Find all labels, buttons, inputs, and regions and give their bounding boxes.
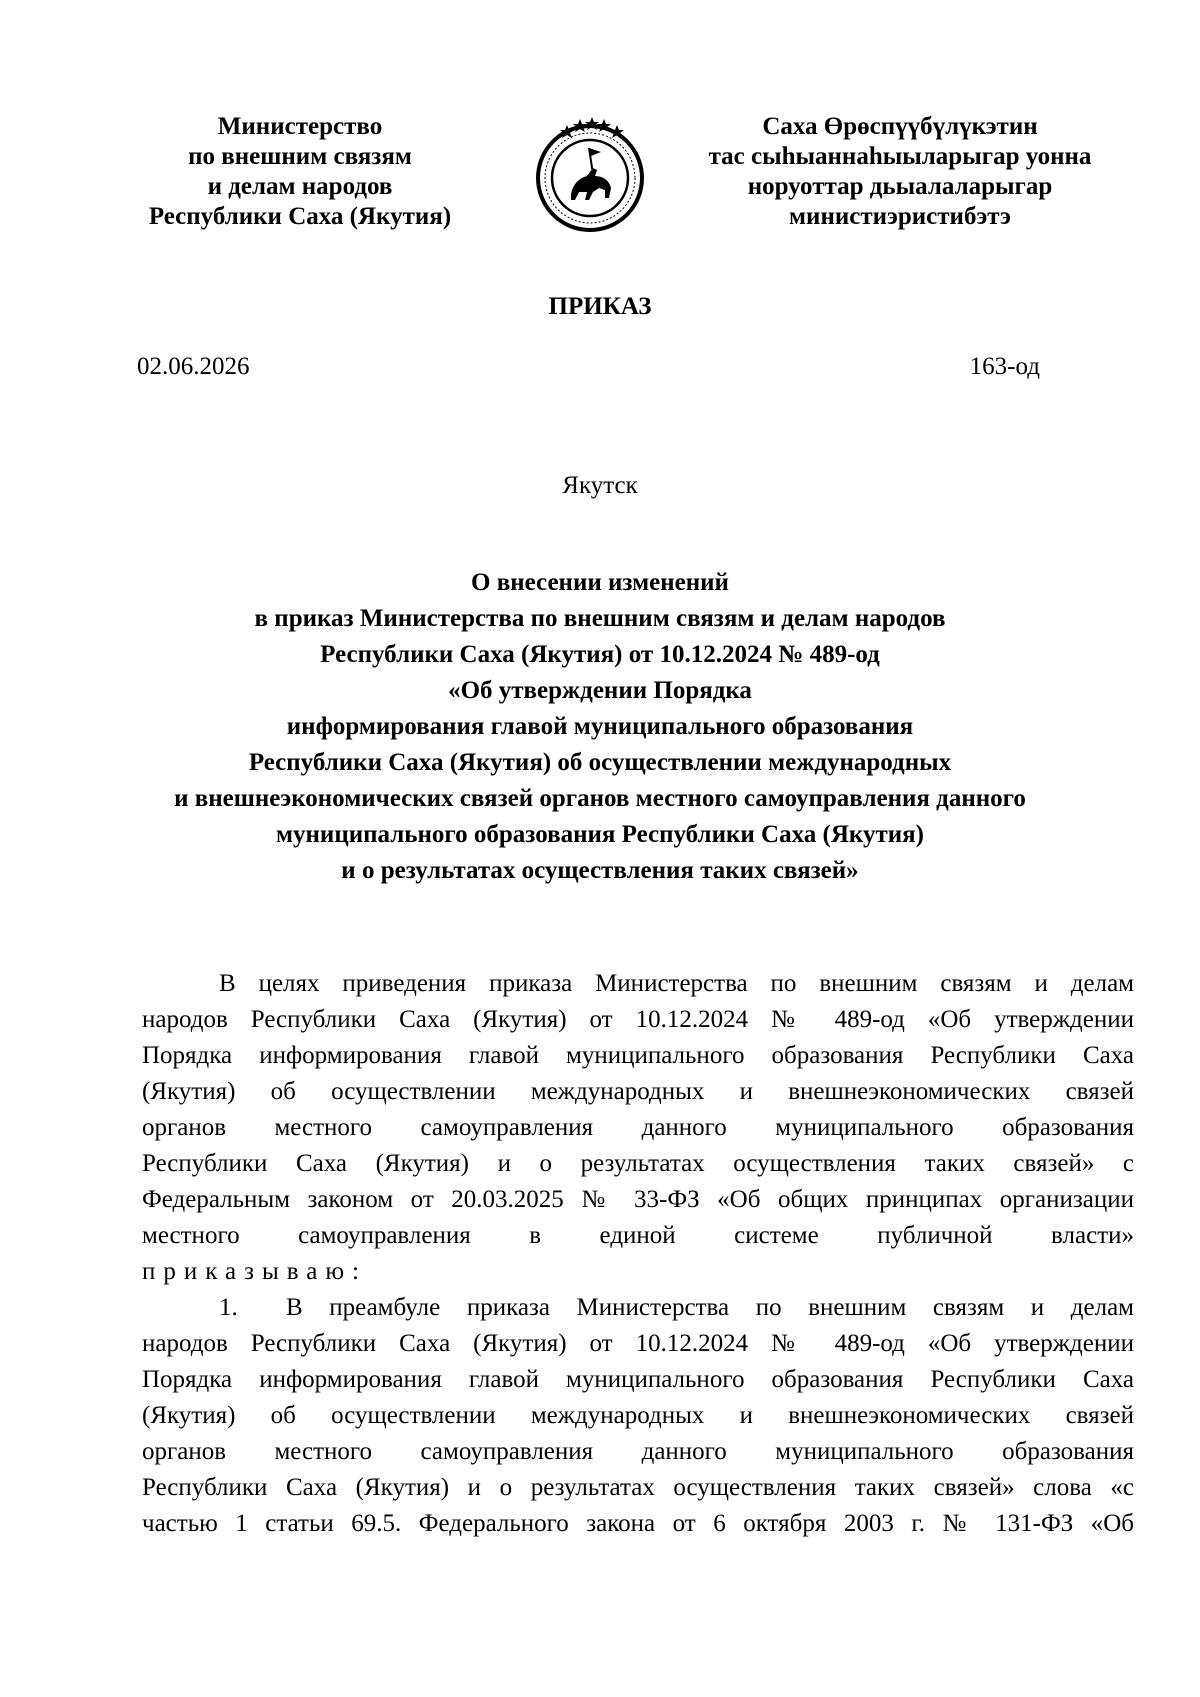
item-1-line: органов местного самоуправления данного муниципального образования [142,1438,1134,1465]
document-body [142,966,1134,1542]
ministry-name-line: тас сыһыаннаһыыларыгар уонна [708,143,1092,170]
preamble-line: Порядка информирования главой муниципального образования Республики Саха [142,1042,1134,1069]
document-number: 163-од [969,353,1040,380]
item-1-line: частью 1 статьи 69.5. Федерального закона от 6 октября 2003 г. № 131-ФЗ «Об [142,1510,1134,1537]
ministry-name-line: Саха Өрөспүүбүлүкэтин [762,113,1038,140]
subject-line: Республики Саха (Якутия) от 10.12.2024 № 489-од [320,641,880,668]
subject-line: Республики Саха (Якутия) об осуществлении международных [248,749,952,776]
item-1-text: В преамбуле приказа Министерства по внешним связям и делам [286,1294,1134,1321]
item-1-first-line [142,1290,1134,1326]
document-subject [100,565,1100,889]
ministry-name-line: по внешним связям [188,143,412,170]
subject-line: в приказ Министерства по внешним связям и делам народов [254,605,946,632]
ministry-name-sakha [680,112,1120,232]
ministry-name-russian [110,112,490,232]
ministry-name-line: Министерство [217,113,383,140]
item-1-line: (Якутия) об осуществлении международных и внешнеэкономических связей [142,1402,1134,1429]
letterhead [0,112,1200,262]
item-1-line: народов Республики Саха (Якутия) от 10.12.2024 № 489-од «Об утверждении [142,1330,1134,1357]
preamble-line: В целях приведения приказа Министерства по внешним связям и делам [219,970,1134,997]
document-city: Якутск [562,472,638,499]
item-1-line: Порядка информирования главой муниципального образования Республики Саха [142,1366,1134,1393]
ministry-name-line: норуоттар дьыалаларыгар [747,173,1053,200]
document-date: 02.06.2026 [137,353,250,380]
ministry-name-line: Республики Саха (Якутия) [148,203,452,230]
item-1-number: 1. [219,1294,238,1321]
subject-line: муниципального образования Республики Саха (Якутия) [276,821,924,848]
subject-line: «Об утверждении Порядка [448,677,752,704]
subject-line: и о результатах осуществления таких связей» [341,857,859,884]
item-1-line: Республики Саха (Якутия) и о результатах осуществления таких связей» слова «с [142,1474,1134,1501]
ministry-name-line: министиэристибэтэ [789,203,1011,230]
order-word: приказываю: [142,1258,367,1285]
document-type-title: ПРИКАЗ [548,293,652,320]
subject-line: О внесении изменений [471,569,729,596]
preamble-line: органов местного самоуправления данного муниципального образования [142,1114,1134,1141]
preamble-line: народов Республики Саха (Якутия) от 10.12.2024 № 489-од «Об утверждении [142,1006,1134,1033]
preamble-line: Федеральным законом от 20.03.2025 № 33-ФЗ «Об общих принципах организации [142,1186,1134,1213]
preamble-line: Республики Саха (Якутия) и о результатах осуществления таких связей» с [142,1150,1134,1177]
ministry-name-line: и делам народов [207,173,393,200]
sakha-coat-of-arms-icon [529,112,651,236]
preamble-line: (Якутия) об осуществлении международных и внешнеэкономических связей [142,1078,1134,1105]
subject-line: информирования главой муниципального образования [286,713,914,740]
subject-line: и внешнеэкономических связей органов местного самоуправления данного [174,785,1026,812]
preamble-line: местного самоуправления в единой системе публичной власти» [142,1222,1134,1249]
